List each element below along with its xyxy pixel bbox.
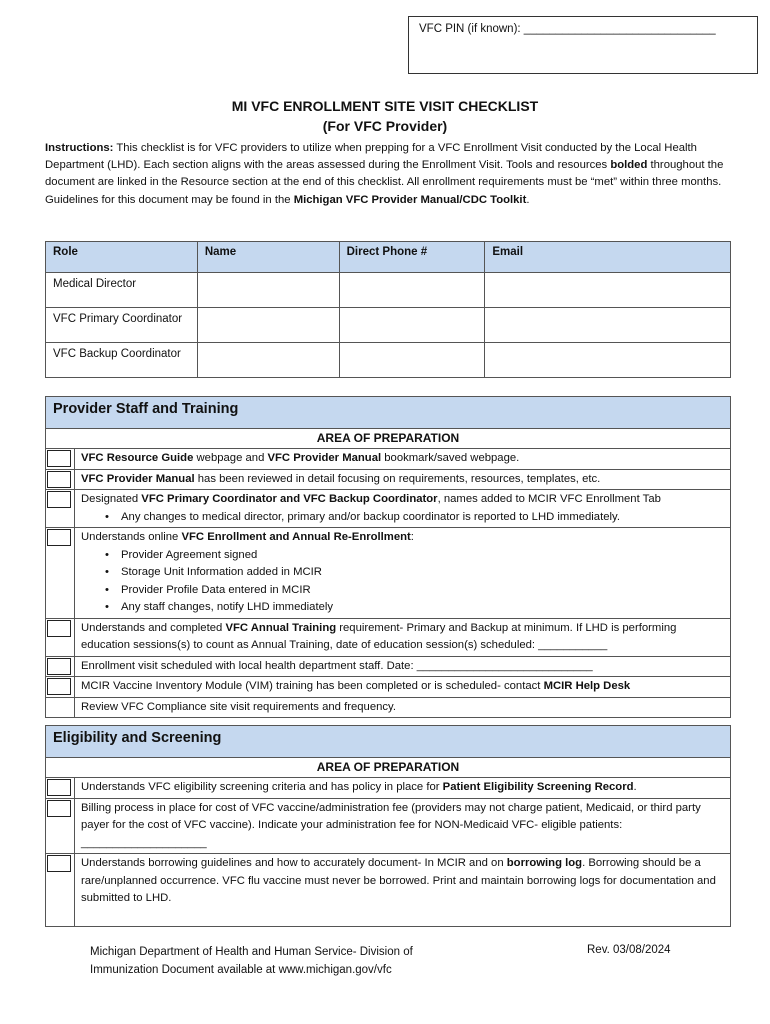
phone-cell[interactable] bbox=[339, 343, 485, 378]
roles-table bbox=[45, 241, 731, 378]
item-text: has been reviewed in detail focusing on requirements, resources, templates, etc. bbox=[194, 472, 601, 485]
checkbox[interactable] bbox=[47, 620, 71, 637]
link-resource-guide[interactable]: VFC Resource Guide bbox=[81, 452, 194, 464]
role-cell: Medical Director bbox=[46, 273, 198, 308]
item-text: Understands online bbox=[81, 531, 182, 543]
footer-department bbox=[90, 944, 490, 979]
instructions-text-3: . bbox=[526, 193, 530, 206]
vfc-pin-field[interactable] bbox=[408, 16, 758, 74]
checkbox[interactable] bbox=[47, 779, 71, 796]
item-text: . bbox=[633, 781, 637, 793]
link-provider-manual[interactable]: VFC Provider Manual bbox=[267, 452, 382, 464]
email-cell[interactable] bbox=[485, 343, 731, 378]
checklist-item bbox=[46, 778, 730, 799]
header-name: Name bbox=[197, 242, 339, 273]
checklist-item bbox=[46, 490, 730, 528]
item-text: MCIR Vaccine Inventory Module (VIM) training has been completed or is scheduled- contact bbox=[81, 680, 544, 692]
email-cell[interactable] bbox=[485, 273, 731, 308]
roles-header-row bbox=[46, 242, 731, 273]
area-of-preparation: AREA OF PREPARATION bbox=[46, 758, 730, 778]
instructions-bold-1: bolded bbox=[610, 159, 648, 172]
checklist-item bbox=[46, 657, 730, 678]
item-text: Understands VFC eligibility screening criteria and has policy in place for bbox=[81, 781, 443, 793]
checklist-item bbox=[46, 799, 730, 855]
instructions-text-2: throughout the document are linked in the Resource section at the end of this checklist. All enrollment requirements must be “met” within three months. Guidelines for this document may be found in the bbox=[45, 159, 724, 206]
table-row bbox=[46, 273, 731, 308]
table-row bbox=[46, 343, 731, 378]
page-title bbox=[0, 96, 770, 136]
item-text: requirement- Primary and Backup at minimum. If LHD is performing education sessions(s) to count as Annual Training, date of education session(s) scheduled: ___________ bbox=[81, 621, 677, 651]
title-line-1: MI VFC ENROLLMENT SITE VISIT CHECKLIST bbox=[231, 98, 539, 114]
link-provider-manual[interactable]: VFC Provider Manual bbox=[81, 472, 195, 485]
item-text: bookmark/saved webpage. bbox=[381, 452, 520, 464]
checklist-item bbox=[46, 528, 730, 619]
item-text: , names added to MCIR VFC Enrollment Tab bbox=[437, 493, 661, 505]
item-text: : bbox=[410, 531, 414, 543]
checkbox[interactable] bbox=[47, 855, 71, 872]
name-cell[interactable] bbox=[197, 308, 339, 343]
vfc-pin-label: VFC PIN (if known): ______________________________ bbox=[419, 23, 716, 35]
item-text: Understands borrowing guidelines and how to accurately document- In MCIR and on bbox=[81, 857, 507, 869]
checklist-item bbox=[46, 698, 730, 718]
header-role: Role bbox=[46, 242, 198, 273]
item-text: webpage and bbox=[193, 452, 268, 464]
item-text: . Borrowing should be a rare/unplanned occurrence. VFC flu vaccine must never be borrowed. Print and maintain borrowing logs for documentation and submitted to LHD. bbox=[81, 857, 716, 904]
instructions bbox=[45, 140, 735, 209]
name-cell[interactable] bbox=[197, 273, 339, 308]
instructions-text-1: This checklist is for VFC providers to utilize when prepping for a VFC Enrollment Visit conducted by the Local Health Department (LHD). Each section aligns with the areas assessed during the Enrollment Visit. Tools and resources bbox=[45, 142, 697, 172]
item-text: Designated bbox=[81, 493, 142, 505]
area-of-preparation: AREA OF PREPARATION bbox=[46, 429, 730, 449]
bullet-item: • Provider Agreement signed bbox=[81, 547, 724, 565]
link-borrowing-log[interactable]: borrowing log bbox=[506, 857, 583, 869]
checklist-item bbox=[46, 854, 730, 926]
checklist-item bbox=[46, 449, 730, 470]
item-text: Billing process in place for cost of VFC vaccine/administration fee (providers may not charge patient, Medicaid, or third party payer for the cost of VFC vaccine). Indicate your administration fee for NON-Medicaid VFC- eligible patients: ____________________ bbox=[81, 801, 701, 849]
footer-revision: Rev. 03/08/2024 bbox=[587, 944, 671, 956]
phone-cell[interactable] bbox=[339, 308, 485, 343]
eligibility-screening-section bbox=[45, 725, 731, 927]
role-cell: VFC Backup Coordinator bbox=[46, 343, 198, 378]
checkbox[interactable] bbox=[47, 529, 71, 546]
email-cell[interactable] bbox=[485, 308, 731, 343]
checklist-item bbox=[46, 677, 730, 698]
bullet-item: • Storage Unit Information added in MCIR bbox=[81, 564, 724, 582]
bullet-item: • Any staff changes, notify LHD immediately bbox=[81, 599, 724, 617]
link-coordinators[interactable]: VFC Primary Coordinator and VFC Backup Coordinator bbox=[141, 493, 438, 505]
footer-line-2: Immunization Document available at www.michigan.gov/vfc bbox=[90, 963, 392, 976]
bullet-item: • Any changes to medical director, primary and/or backup coordinator is reported to LHD immediately. bbox=[81, 509, 724, 527]
checkbox[interactable] bbox=[47, 491, 71, 508]
table-row bbox=[46, 308, 731, 343]
checkbox[interactable] bbox=[47, 658, 71, 675]
instructions-link-manual[interactable]: Michigan VFC Provider Manual/CDC Toolkit bbox=[293, 193, 527, 206]
checklist-item bbox=[46, 470, 730, 491]
staff-training-section bbox=[45, 396, 731, 718]
bullet-item: • Provider Profile Data entered in MCIR bbox=[81, 582, 724, 600]
instructions-label: Instructions: bbox=[45, 142, 114, 154]
link-enrollment[interactable]: VFC Enrollment and Annual Re-Enrollment bbox=[181, 531, 411, 543]
checkbox[interactable] bbox=[47, 800, 71, 817]
checkbox[interactable] bbox=[47, 678, 71, 695]
section-title: Eligibility and Screening bbox=[46, 726, 730, 758]
item-text: Understands and completed bbox=[81, 621, 226, 634]
link-screening-record[interactable]: Patient Eligibility Screening Record bbox=[442, 781, 634, 793]
title-line-2: (For VFC Provider) bbox=[322, 118, 448, 134]
checkbox[interactable] bbox=[47, 450, 71, 467]
item-text: Review VFC Compliance site visit requirements and frequency. bbox=[81, 700, 396, 713]
link-annual-training[interactable]: VFC Annual Training bbox=[225, 621, 337, 634]
role-cell: VFC Primary Coordinator bbox=[46, 308, 198, 343]
checkbox[interactable] bbox=[47, 471, 71, 488]
link-mcir-help-desk[interactable]: MCIR Help Desk bbox=[543, 680, 631, 692]
footer-line-1: Michigan Department of Health and Human Service- Division of bbox=[90, 946, 413, 958]
header-email: Email bbox=[485, 242, 731, 273]
name-cell[interactable] bbox=[197, 343, 339, 378]
checklist-item bbox=[46, 619, 730, 657]
section-title: Provider Staff and Training bbox=[46, 397, 730, 429]
item-text: Enrollment visit scheduled with local health department staff. Date: ____________________________ bbox=[81, 659, 593, 672]
phone-cell[interactable] bbox=[339, 273, 485, 308]
header-phone: Direct Phone # bbox=[339, 242, 485, 273]
